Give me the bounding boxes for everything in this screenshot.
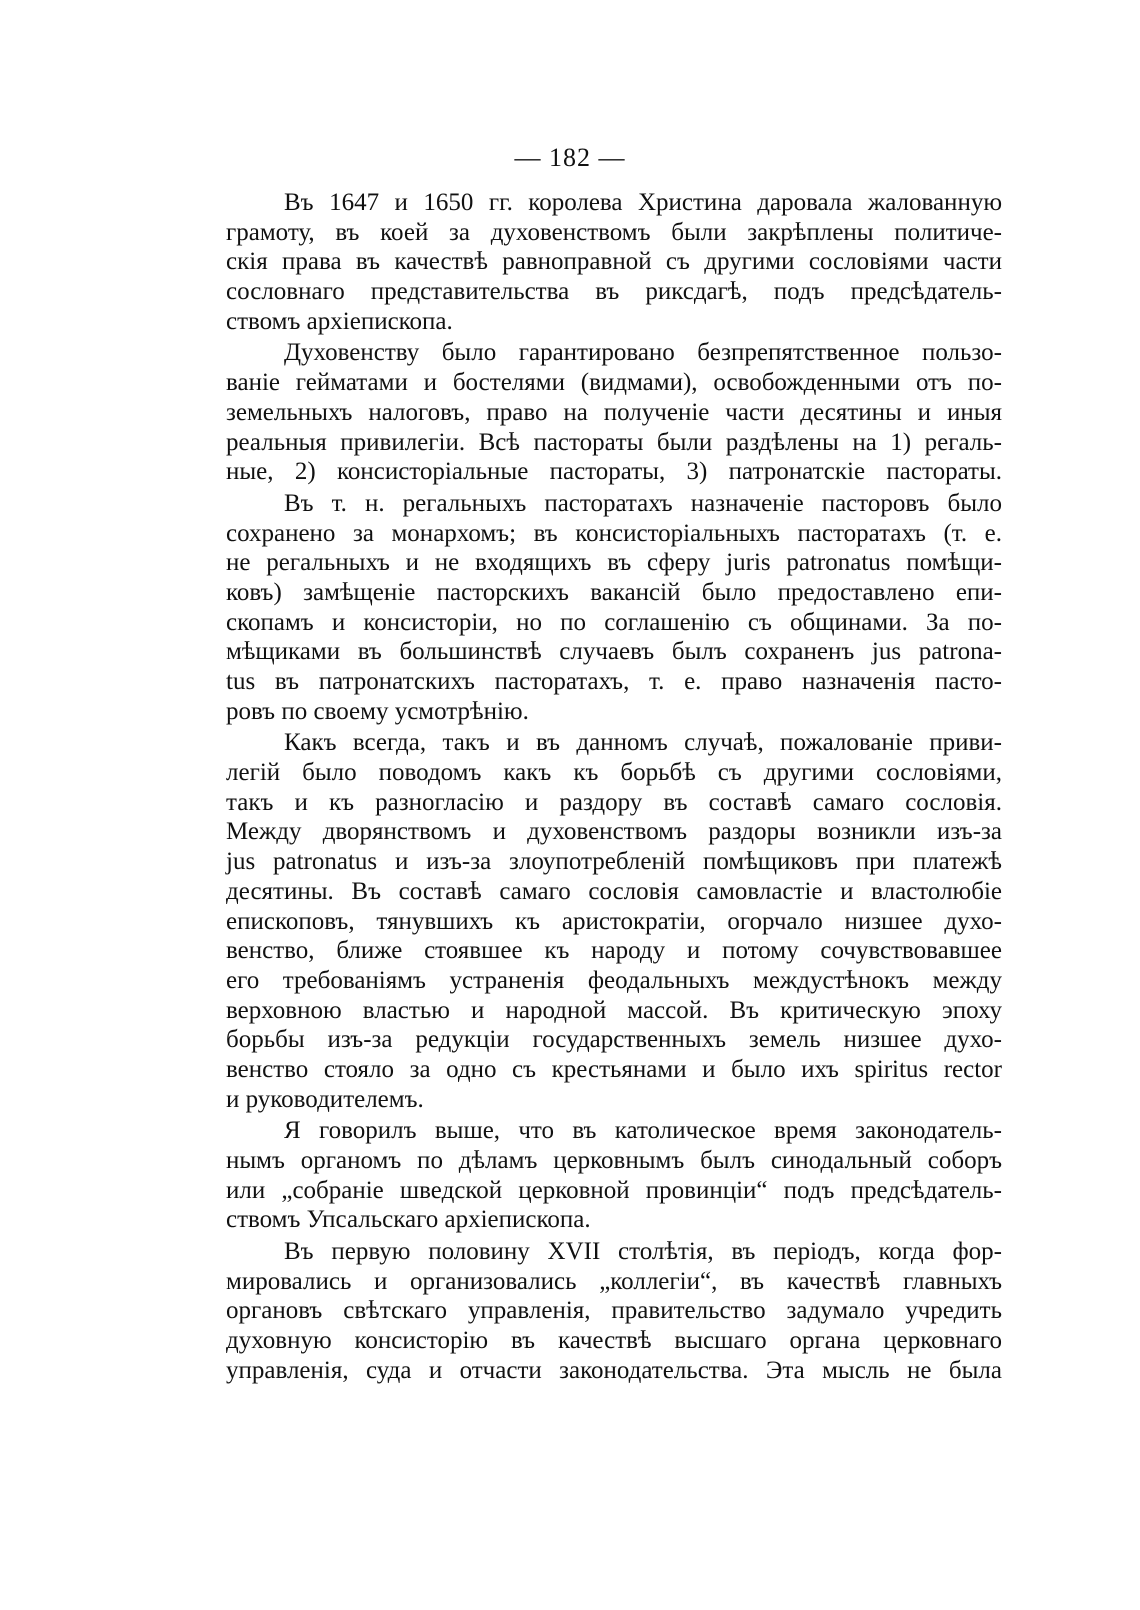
text-line: не регальныхъ и не входящихъ въ сферу juris patronatus помѣщи- [226,549,1002,577]
text-line: такъ и къ разногласію и раздору въ составѣ самаго сословія. [226,788,1002,816]
text-line: органовъ свѣтскаго управленія, правительство задумало учредить [226,1297,1002,1325]
text-line: скопамъ и консисторіи, но по соглашенію съ общинами. За по- [226,608,1002,636]
text-line: десятины. Въ составѣ самаго сословія самовластіе и властолюбіе [226,877,1002,905]
text-line: скія права въ качествѣ равноправной съ другими сословіями части [226,248,1002,276]
text-line: tus въ патронатскихъ пасторатахъ, т. е. право назначенія пасто- [226,668,1002,695]
text-line: мѣщиками въ большинствѣ случаевъ былъ сохраненъ jus patrona- [226,638,1002,666]
text-line: управленія, суда и отчасти законодательства. Эта мысль не была [226,1356,1002,1384]
paragraph-5 [226,1116,1002,1235]
text-line: Въ т. н. регальныхъ пасторатахъ назначеніе пасторовъ было [284,489,1002,517]
body-text [226,188,1002,1388]
text-line: его требованіямъ устраненія феодальныхъ междустѣнокъ между [226,966,1002,994]
text-line: Въ первую половину XVII столѣтія, въ періодъ, когда фор- [284,1238,1002,1266]
text-line: легій было поводомъ какъ къ борьбѣ съ другими сословіями, [226,759,1002,787]
text-line: епископовъ, тянувшихъ къ аристократіи, огорчало низшее духо- [226,907,1002,935]
text-line: мировались и организовались „коллегіи“, въ качествѣ главныхъ [226,1267,1002,1295]
text-line: ровъ по своему усмотрѣнію. [226,697,529,725]
text-line: сохранено за монархомъ; въ консисторіальныхъ пасторатахъ (т. е. [226,519,1002,547]
text-line: или „собраніе шведской церковной провинціи“ подъ предсѣдатель- [226,1176,1002,1204]
text-line: Духовенству было гарантировано безпрепятственное пользо- [284,339,1002,367]
paragraph-6 [226,1237,1002,1385]
text-line: Какъ всегда, такъ и въ данномъ случаѣ, пожалованіе приви- [284,729,1002,757]
text-line: венство, ближе стоявшее къ народу и потому сочувствовавшее [226,937,1002,965]
page-number: — 182 — [514,143,626,172]
text-line: ковъ) замѣщеніе пасторскихъ вакансій было предоставлено епи- [226,578,1002,606]
text-line: ные, 2) консисторіальные пастораты, 3) патронатскіе пастораты. [226,458,1002,486]
text-line: духовную консисторію въ качествѣ высшаго органа церковнаго [226,1327,1002,1355]
text-line: реальныя привилегіи. Всѣ пасторaты были раздѣлены на 1) регаль- [226,428,1002,456]
text-line: Я говорилъ выше, что въ католическое время законодатель- [284,1117,1002,1145]
text-line: Между дворянствомъ и духовенствомъ раздоры возникли изъ-за [226,818,1002,846]
text-line: ваніе гейматами и бостелями (видмами), освобожденными отъ по- [226,369,1002,397]
text-line: венство стояло за одно съ крестьянами и было ихъ spiritus rector [226,1055,1002,1083]
paragraph-1 [226,188,1002,336]
text-line: и руководителемъ. [226,1085,424,1113]
paragraph-4 [226,728,1002,1114]
text-line: Въ 1647 и 1650 гг. королева Христина даровала жалованную [284,189,1002,216]
text-line: верховною властью и народной массой. Въ критическую эпоху [226,996,1002,1024]
paragraph-3 [226,489,1002,727]
text-line: jus patronatus и изъ-за злоупотребленій помѣщиковъ при платежѣ [226,848,1002,876]
text-line: сословнаго представительства въ риксдагѣ, подъ предсѣдатель- [226,278,1002,306]
text-line: грамоту, въ коей за духовенствомъ были закрѣплены политиче- [226,218,1002,246]
text-line: ствомъ архіепископа. [226,307,453,335]
text-line: борьбы изъ-за редукціи государственныхъ земель низшее духо- [226,1026,1002,1054]
text-line: нымъ органомъ по дѣламъ церковнымъ былъ синодальный соборъ [226,1147,1002,1174]
text-line: ствомъ Упсальскаго архіепископа. [226,1206,591,1234]
text-line: земельныхъ налоговъ, право на полученіе части десятины и иныя [226,398,1002,426]
paragraph-2 [226,338,1002,486]
